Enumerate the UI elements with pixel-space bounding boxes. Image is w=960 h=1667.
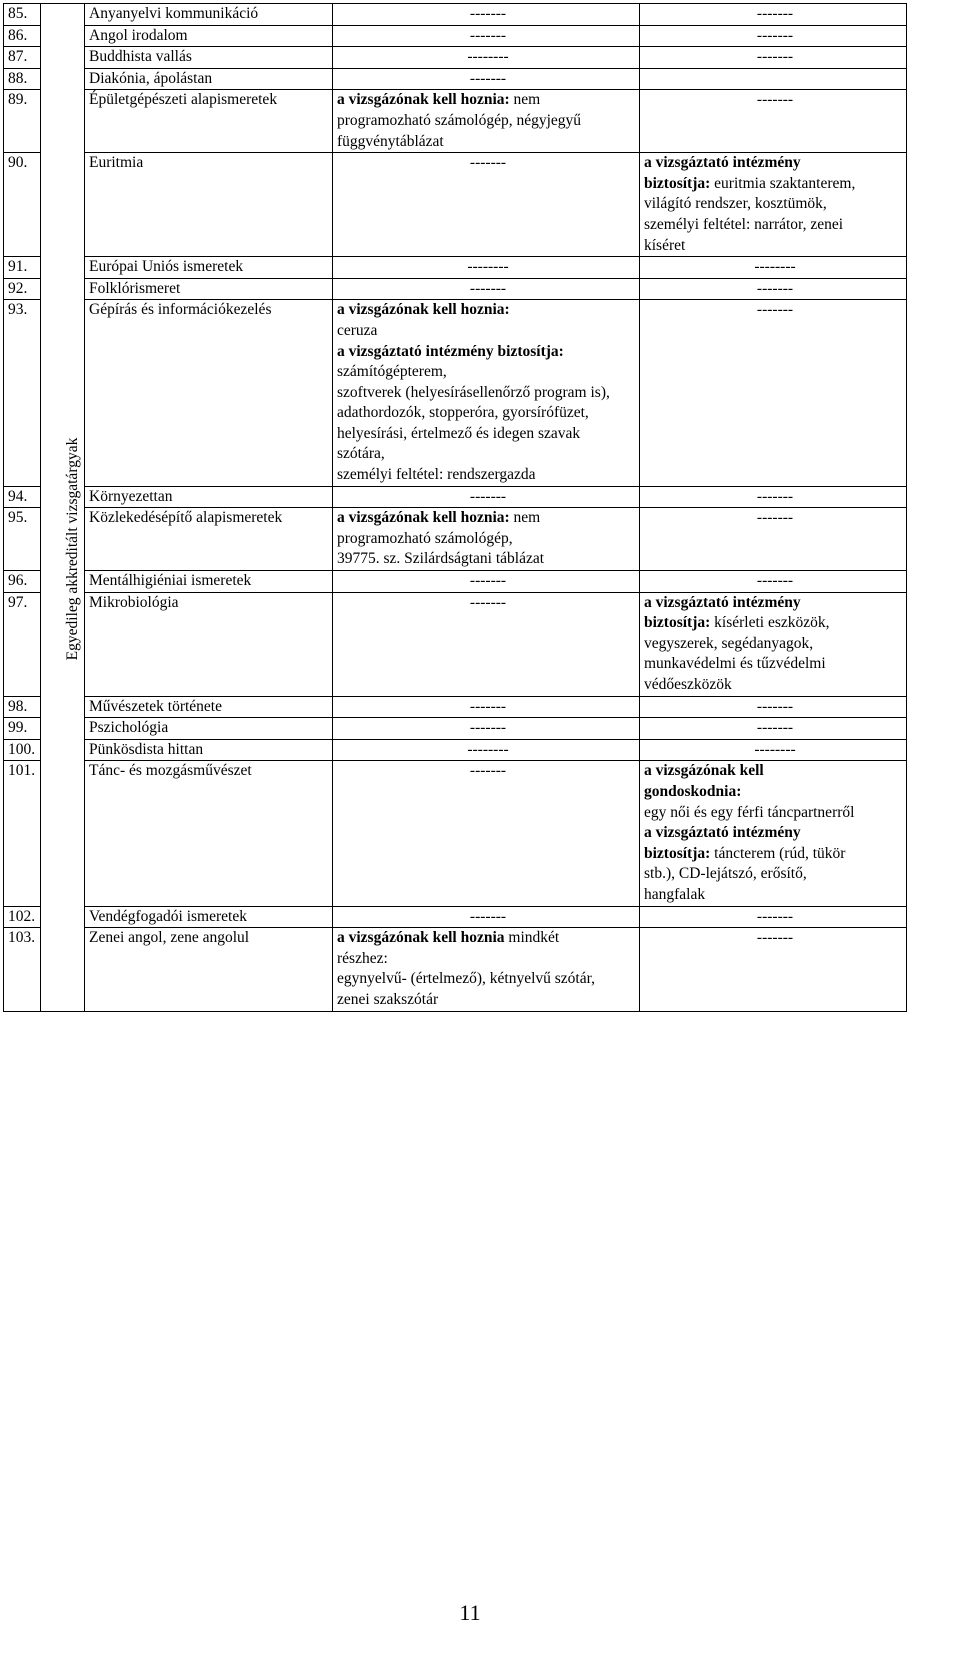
institution-provisions: ------- [640,571,907,593]
row-number: 94. [4,486,41,508]
exam-subjects-table [3,3,907,1012]
table-row [4,300,907,486]
text-line [337,132,639,153]
bold-label: a vizsgázónak kell hoznia: [337,91,510,109]
institution-provisions [640,592,907,696]
text-line [644,593,906,614]
plain-text: szoftverek (helyesírásellenőrző program is), [337,383,610,401]
plain-text: stb.), CD-lejátszó, erősítő, [644,865,807,883]
table-row [4,696,907,718]
candidate-requirements: ------- [333,718,640,740]
plain-text: helyesírási, értelmező és idegen szavak [337,424,581,442]
text-line [337,969,639,990]
institution-provisions: ------- [640,906,907,928]
institution-provisions: ------- [640,278,907,300]
table-row [4,739,907,761]
row-number: 102. [4,906,41,928]
subject-name: Zenei angol, zene angolul [85,928,333,1011]
subject-name: Környezettan [85,486,333,508]
institution-provisions: ------- [640,47,907,69]
table-row [4,508,907,571]
row-number: 103. [4,928,41,1011]
table-row [4,278,907,300]
plain-text: függvénytáblázat [337,132,444,150]
plain-text: kísérleti eszközök, [710,614,830,632]
plain-text: adathordozók, stopperóra, gyorsírófüzet, [337,404,589,422]
candidate-requirements [333,300,640,486]
subject-name: Euritmia [85,153,333,257]
institution-provisions [640,68,907,90]
institution-provisions: -------- [640,739,907,761]
text-line [644,194,906,215]
category-label: Egyedileg akkreditált vizsgatárgyak [64,437,81,661]
text-line [337,383,639,404]
subject-name: Európai Uniós ismeretek [85,257,333,279]
subject-name: Pszichológia [85,718,333,740]
text-line [644,675,906,696]
candidate-requirements: ------- [333,4,640,26]
text-line [337,403,639,424]
subject-name: Folklórismeret [85,278,333,300]
row-number: 90. [4,153,41,257]
text-line [644,634,906,655]
row-number: 89. [4,90,41,153]
row-number: 99. [4,718,41,740]
subject-name: Tánc- és mozgásművészet [85,761,333,906]
subject-name: Mentálhigiéniai ismeretek [85,571,333,593]
candidate-requirements: ------- [333,25,640,47]
plain-text: 39775. sz. Szilárdságtani táblázat [337,550,545,568]
institution-provisions: ------- [640,696,907,718]
institution-provisions: ------- [640,718,907,740]
text-line [644,885,906,906]
institution-provisions: ------- [640,928,907,1011]
bold-label: a vizsgáztató intézmény [644,593,801,611]
table-row [4,68,907,90]
subject-name: Gépírás és információkezelés [85,300,333,486]
institution-provisions [640,153,907,257]
institution-provisions: ------- [640,508,907,571]
subject-name: Épületgépészeti alapismeretek [85,90,333,153]
row-number: 88. [4,68,41,90]
text-line [644,174,906,195]
text-line [337,465,639,486]
bold-label: a vizsgázónak kell hoznia: [337,301,510,319]
candidate-requirements: ------- [333,153,640,257]
text-line [644,782,906,803]
candidate-requirements [333,90,640,153]
text-line [337,549,639,570]
candidate-requirements: ------- [333,486,640,508]
row-number: 96. [4,571,41,593]
institution-provisions: -------- [640,257,907,279]
plain-text: szótára, [337,445,385,463]
page-number: 11 [459,1600,481,1625]
plain-text: nem [509,509,541,527]
institution-provisions: ------- [640,25,907,47]
table-row [4,906,907,928]
institution-provisions: ------- [640,300,907,486]
row-number: 98. [4,696,41,718]
plain-text: programozható számológép, négyjegyű [337,111,582,129]
subject-name: Anyanyelvi kommunikáció [85,4,333,26]
table-row [4,571,907,593]
row-number: 92. [4,278,41,300]
subject-name: Pünkösdista hittan [85,739,333,761]
text-line [644,613,906,634]
plain-text: védőeszközök [644,676,732,693]
candidate-requirements: ------- [333,592,640,696]
candidate-requirements: ------- [333,68,640,90]
text-line [337,928,639,949]
plain-text: világító rendszer, kosztümök, [644,195,827,213]
bold-label: biztosítja: [644,614,711,632]
plain-text: személyi feltétel: narrátor, zenei [644,215,844,233]
text-line [644,654,906,675]
text-line [337,300,639,321]
text-line [644,761,906,782]
candidate-requirements: ------- [333,696,640,718]
bold-label: biztosítja: [644,844,711,862]
subject-name: Angol irodalom [85,25,333,47]
text-line [337,90,639,111]
plain-text: személyi feltétel: rendszergazda [337,466,536,484]
text-line [337,444,639,465]
text-line [644,803,906,824]
table-row [4,928,907,1011]
candidate-requirements [333,928,640,1011]
plain-text: hangfalak [644,885,706,903]
plain-text: mindkét [504,929,560,947]
candidate-requirements [333,508,640,571]
institution-provisions: ------- [640,486,907,508]
plain-text: egy női és egy férfi táncpartnerről [644,803,855,821]
bold-label: a vizsgázónak kell [644,762,764,780]
subject-name: Mikrobiológia [85,592,333,696]
candidate-requirements: ------- [333,278,640,300]
category-cell [41,4,85,1012]
subject-name: Közlekedésépítő alapismeretek [85,508,333,571]
table-row [4,257,907,279]
bold-label: gondoskodnia: [644,782,742,800]
plain-text: zenei szakszótár [337,990,439,1008]
text-line [644,236,906,257]
plain-text: részhez: [337,949,388,967]
text-line [644,215,906,236]
institution-provisions: ------- [640,90,907,153]
table-row [4,47,907,69]
row-number: 86. [4,25,41,47]
row-number: 93. [4,300,41,486]
text-line [337,424,639,445]
subject-name: Vendégfogadói ismeretek [85,906,333,928]
text-line [337,362,639,383]
institution-provisions: ------- [640,4,907,26]
text-line [337,111,639,132]
candidate-requirements: ------- [333,906,640,928]
row-number: 101. [4,761,41,906]
subject-name: Buddhista vallás [85,47,333,69]
plain-text: programozható számológép, [337,529,513,547]
text-line [644,823,906,844]
candidate-requirements: -------- [333,47,640,69]
plain-text: számítógépterem, [337,363,447,381]
plain-text: táncterem (rúd, tükör [710,844,846,862]
table-row [4,153,907,257]
bold-label: a vizsgázónak kell hoznia: [337,509,510,527]
plain-text: kíséret [644,236,686,254]
row-number: 95. [4,508,41,571]
row-number: 87. [4,47,41,69]
row-number: 97. [4,592,41,696]
candidate-requirements: ------- [333,571,640,593]
text-line [337,990,639,1011]
text-line [337,508,639,529]
table-row [4,4,907,26]
text-line [644,844,906,865]
row-number: 85. [4,4,41,26]
bold-label: a vizsgázónak kell hoznia [337,929,505,947]
table-row [4,718,907,740]
subject-name: Művészetek története [85,696,333,718]
plain-text: nem [509,91,541,109]
bold-label: biztosítja: [644,174,711,192]
candidate-requirements: -------- [333,739,640,761]
plain-text: ceruza [337,321,378,339]
bold-label: a vizsgáztató intézmény [644,154,801,172]
plain-text: vegyszerek, segédanyagok, [644,634,814,652]
institution-provisions [640,761,907,906]
bold-label: a vizsgáztató intézmény biztosítja: [337,342,564,360]
text-line [337,342,639,363]
text-line [644,153,906,174]
candidate-requirements: -------- [333,257,640,279]
row-number: 100. [4,739,41,761]
text-line [337,529,639,550]
plain-text: egynyelvű- (értelmező), kétnyelvű szótár, [337,970,596,988]
plain-text: euritmia szaktanterem, [710,174,856,192]
table-row [4,486,907,508]
candidate-requirements: ------- [333,761,640,906]
row-number: 91. [4,257,41,279]
plain-text: munkavédelmi és tűzvédelmi [644,655,826,673]
table-row [4,761,907,906]
bold-label: a vizsgáztató intézmény [644,824,801,842]
table-row [4,25,907,47]
table-row [4,592,907,696]
text-line [337,321,639,342]
text-line [644,864,906,885]
subject-name: Diakónia, ápolástan [85,68,333,90]
table-row [4,90,907,153]
text-line [337,949,639,970]
